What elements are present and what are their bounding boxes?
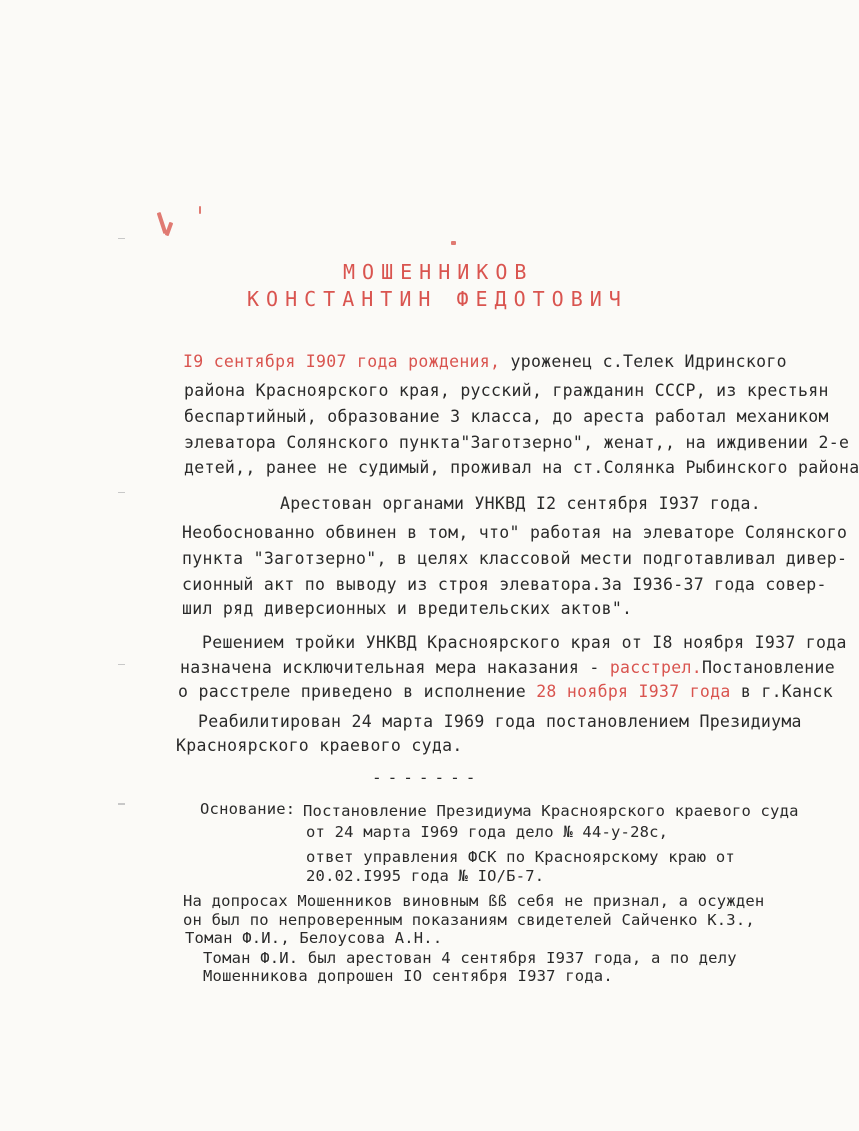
- basis-line-1: Постановление Президиума Красноярского краевого суда: [303, 802, 799, 820]
- bio-line-5: детей,, ранее не судимый, проживал на ст.Солянка Рыбинского района: [184, 458, 859, 477]
- interrogation-line-4: Томан Ф.И. был арестован 4 сентября I937 года, а по делу: [203, 949, 737, 967]
- accusation-line-3: сионный акт по выводу из строя элеватора.За I936-37 года совер-: [182, 575, 827, 594]
- arrest-line: Арестован органами УНКВД I2 сентября I937 года.: [280, 494, 761, 513]
- sentence-line-3-a: о расстреле приведено в исполнение: [178, 682, 537, 701]
- interrogation-line-5: Мошенникова допрошен IO сентября I937 года.: [203, 967, 613, 985]
- paper-speck: [118, 803, 125, 805]
- basis-label: Основание:: [200, 800, 296, 818]
- ink-mark: [199, 206, 201, 214]
- interrogation-line-3: Томан Ф.И., Белоусова А.Н..: [185, 929, 443, 947]
- paper-speck: [118, 492, 125, 493]
- paper-speck: [118, 664, 125, 665]
- ink-mark: [451, 241, 456, 245]
- surname-heading: МОШЕННИКОВ: [343, 260, 534, 284]
- sentence-line-2-b: Постановление: [701, 658, 835, 677]
- basis-line-4: 20.02.I995 года № IO/Б-7.: [306, 867, 545, 885]
- rehab-line-1: Реабилитирован 24 марта I969 года постановлением Президиума: [198, 712, 802, 731]
- bio-line-2: района Красноярского края, русский, гражданин СССР, из крестьян: [184, 381, 829, 400]
- sentence-line-1: Решением тройки УНКВД Красноярского края от I8 ноября I937 года: [202, 633, 847, 652]
- separator-dashes: -------: [372, 768, 482, 787]
- basis-line-2: от 24 марта I969 года дело № 44-у-28с,: [306, 823, 669, 841]
- birth-date-highlight: I9 сентября I907 года рождения,: [183, 352, 501, 371]
- interrogation-line-2: он был по непроверенным показаниям свидетелей Сайченко К.З.,: [183, 911, 755, 929]
- basis-line-3: ответ управления ФСК по Красноярскому краю от: [306, 848, 735, 866]
- ink-mark: [165, 222, 174, 237]
- sentence-line-2: [180, 658, 835, 678]
- interrogation-line-1: На допросах Мошенников виновным ßß себя не признал, а осужден: [183, 892, 765, 910]
- execution-highlight: расстрел.: [609, 658, 702, 677]
- bio-line-1-rest: уроженец с.Телек Идринского: [500, 352, 787, 371]
- bio-line-4: элеватора Солянского пункта"Заготзерно", женат,, на иждивении 2-е: [184, 433, 850, 452]
- execution-date-highlight: 28 ноября I937 года: [536, 682, 731, 701]
- rehab-line-2: Красноярского краевого суда.: [176, 736, 463, 755]
- bio-line-3: беспартийный, образование 3 класса, до ареста работал механиком: [184, 407, 829, 426]
- sentence-line-2-a: назначена исключительная мера наказания -: [180, 658, 610, 677]
- accusation-line-2: пункта "Заготзерно", в целях классовой мести подготавливал дивер-: [182, 549, 848, 568]
- accusation-line-4: шил ряд диверсионных и вредительских актов".: [182, 599, 633, 618]
- bio-line-1: [183, 352, 787, 372]
- accusation-line-1: Необоснованно обвинен в том, что" работая на элеваторе Солянского: [182, 523, 848, 542]
- paper-speck: [118, 238, 125, 239]
- sentence-line-3: [178, 682, 833, 702]
- fullname-heading: КОНСТАНТИН ФЕДОТОВИЧ: [247, 287, 628, 311]
- sentence-line-3-b: в г.Канск: [730, 682, 833, 701]
